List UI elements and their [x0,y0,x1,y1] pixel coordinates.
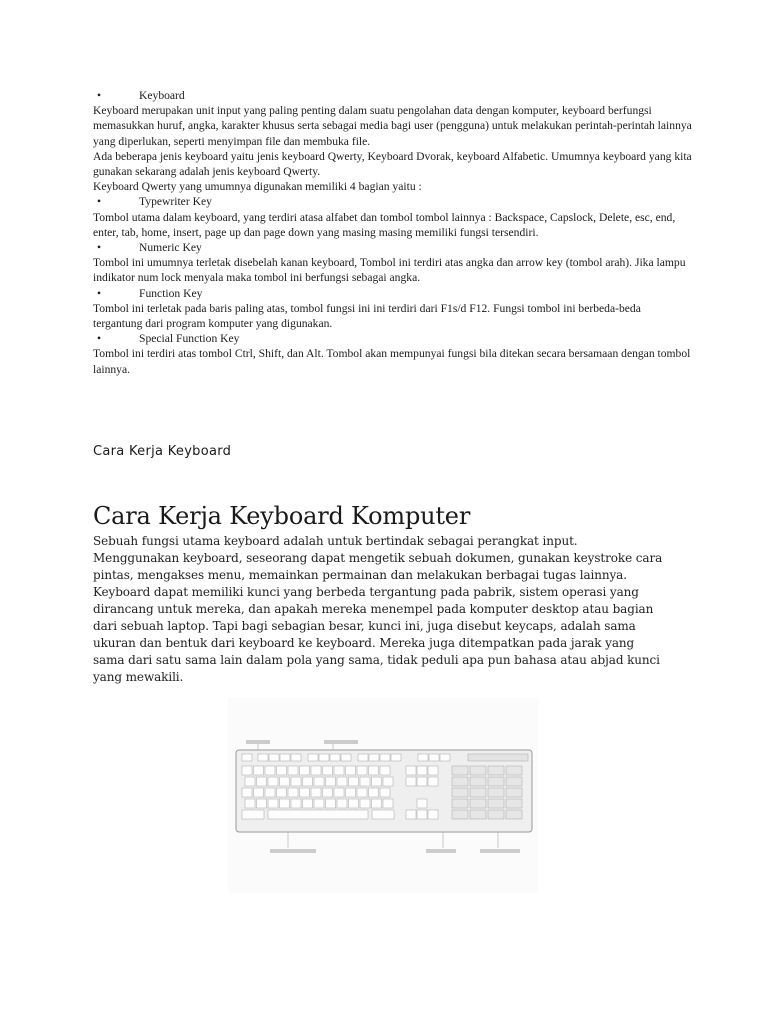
key [265,766,275,775]
key [242,810,264,819]
key [280,777,290,786]
key [346,788,356,797]
key [470,799,486,808]
key [330,754,340,761]
key [314,777,324,786]
key [268,810,368,819]
key [470,766,486,775]
body-line: dirancang untuk mereka, dan apakah mereka menempel pada komputer desktop atau bagian [93,602,654,616]
key [417,799,427,808]
keyboard-types-section [93,88,693,377]
section-heading-small: Cara Kerja Keyboard [93,444,232,459]
key [349,777,359,786]
keyboard-diagram-image [228,698,538,893]
key [254,766,264,775]
key [326,799,336,808]
paragraph: Tombol ini terletak pada baris paling atas, tombol fungsi ini ini terdiri dari F1s/d F12. Fungsi tombol ini berbeda-beda tergantung dari program komputer yang digunakan. [93,301,641,331]
key [242,754,252,761]
key [417,810,427,819]
key [506,810,522,819]
key [349,799,359,808]
key [268,799,278,808]
key [452,766,468,775]
key [257,799,267,808]
key [468,754,528,761]
key [242,788,252,797]
bullet-text: Numeric Key [139,241,202,255]
key [357,788,367,797]
key [470,788,486,797]
key [452,810,468,819]
key [488,766,504,775]
key [470,777,486,786]
key [308,754,318,761]
key [470,810,486,819]
article-body [93,533,693,686]
key [380,766,390,775]
bullet-icon: • [97,332,102,346]
bullet-icon: • [97,241,102,255]
bullet-item [93,331,693,346]
key [406,766,416,775]
keyboard-icon [228,698,538,893]
key [360,777,370,786]
key [417,766,427,775]
bullet-text: Keyboard [139,89,185,102]
key [440,754,450,761]
key [391,754,401,761]
key [245,777,255,786]
key [280,754,290,761]
key [334,788,344,797]
key [268,777,278,786]
key [303,799,313,808]
key [257,777,267,786]
key [288,788,298,797]
key [380,788,390,797]
key [488,788,504,797]
key [311,766,321,775]
key [428,766,438,775]
key [452,799,468,808]
paragraph: Tombol ini terdiri atas tombol Ctrl, Shift, dan Alt. Tombol akan mempunyai fungsi bila ditekan secara bersamaan dengan tombol lainnya. [93,347,691,376]
key [488,777,504,786]
bullet-item [93,240,693,255]
bullet-item [93,286,693,301]
key [380,754,390,761]
key [291,754,301,761]
key [311,788,321,797]
key [357,766,367,775]
key [346,766,356,775]
body-line: ukuran dan bentuk dari keyboard ke keyboard. Mereka juga ditempatkan pada jarak yang [93,636,635,650]
key [452,788,468,797]
key [488,799,504,808]
key [334,766,344,775]
paragraph: Keyboard Qwerty yang umumnya digunakan memiliki 4 bagian yaitu : [93,180,422,194]
key [372,777,382,786]
key [452,777,468,786]
key [337,777,347,786]
bullet-item [93,88,693,103]
key [429,754,439,761]
key [303,777,313,786]
key [383,799,393,808]
body-line: Menggunakan keyboard, seseorang dapat mengetik sebuah dokumen, gunakan keystroke cara [93,551,663,565]
key [506,788,522,797]
body-line: pintas, mengakses menu, memainkan permainan dan melakukan berbagai tugas lainnya. [93,568,627,582]
key [319,754,329,761]
key [506,766,522,775]
paragraph: Ada beberapa jenis keyboard yaitu jenis keyboard Qwerty, Keyboard Dvorak, keyboard Alfabetic. Umumnya keyboard yang kita gunakan sekarang adalah jenis keyboard Qwerty. [93,149,692,179]
key [383,777,393,786]
key [406,810,416,819]
article-title: Cara Kerja Keyboard Komputer [93,502,471,530]
key [245,799,255,808]
key [369,766,379,775]
key [254,788,264,797]
paragraph: Tombol utama dalam keyboard, yang terdiri atasa alfabet dan tombol tombol lainnya : Backspace, Capslock, Delete, esc, end, enter, tab, home, insert, page up dan page down yang masing masing memiliki fungsi tersendiri. [93,210,676,239]
key [372,799,382,808]
key [269,754,279,761]
key [300,766,310,775]
key [488,810,504,819]
key [326,777,336,786]
key [314,799,324,808]
key [369,788,379,797]
key [358,754,368,761]
bullet-icon: • [97,286,102,300]
key [277,766,287,775]
body-line: Sebuah fungsi utama keyboard adalah untuk bertindak sebagai perangkat input. [93,534,578,548]
body-line: yang mewakili. [93,670,184,684]
key [428,810,438,819]
key [337,799,347,808]
key [369,754,379,761]
bullet-text: Special Function Key [139,332,240,346]
key [406,777,416,786]
key [418,754,428,761]
bullet-icon: • [97,89,102,102]
paragraph: Keyboard merupakan unit input yang paling penting dalam suatu pengolahan data dengan komputer, keyboard berfungsi memasukkan huruf, angka, karakter khusus serta sebagai media bagi user (pengguna) untuk melakukan perintah-perintah lainnya yang diperlukan, seperti menyimpan file dan membuka file. [93,104,692,148]
key [323,766,333,775]
key [291,777,301,786]
key [417,777,427,786]
body-line: sama dari satu sama lain dalam pola yang sama, tidak peduli apa pun bahasa atau abjad kunci [93,653,660,667]
key [265,788,275,797]
key [428,777,438,786]
bullet-text: Typewriter Key [139,195,212,209]
key [360,799,370,808]
body-line: dari sebuah laptop. Tapi bagi sebagian besar, kunci ini, juga disebut keycaps, adalah sama [93,619,636,633]
key [291,799,301,808]
key [506,777,522,786]
key [372,810,394,819]
key [323,788,333,797]
bullet-icon: • [97,195,102,209]
paragraph: Tombol ini umumnya terletak disebelah kanan keyboard, Tombol ini terdiri atas angka dan arrow key (tombol arah). Jika lampu indikator num lock menyala maka tombol ini berfungsi sebagai angka. [93,256,686,285]
body-line: Keyboard dapat memiliki kunci yang berbeda tergantung pada pabrik, sistem operasi yang [93,585,639,599]
key [242,766,252,775]
key [288,766,298,775]
key [277,788,287,797]
key [280,799,290,808]
key [258,754,268,761]
key [300,788,310,797]
key [341,754,351,761]
key [506,799,522,808]
bullet-item [93,194,693,209]
bullet-text: Function Key [139,286,203,300]
